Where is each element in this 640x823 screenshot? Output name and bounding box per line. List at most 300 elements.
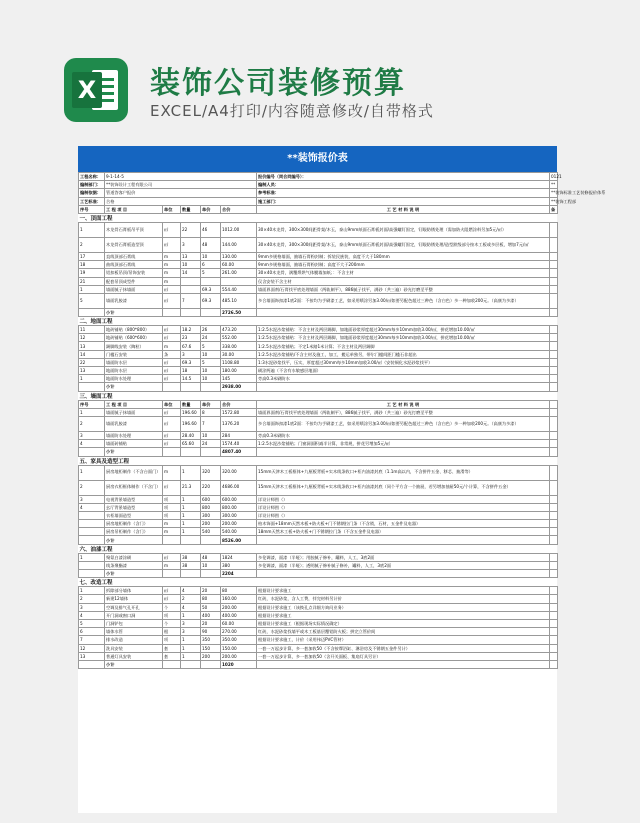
table-cell[interactable]: 5 (201, 269, 221, 277)
table-cell[interactable]: 3 (79, 603, 105, 611)
table-cell[interactable]: ㎡ (163, 285, 181, 293)
table-cell[interactable] (550, 431, 558, 439)
table-cell[interactable]: 1 (79, 587, 105, 595)
table-cell[interactable] (550, 511, 558, 519)
table-cell[interactable]: m (163, 261, 181, 269)
table-cell[interactable] (550, 375, 558, 383)
table-cell[interactable] (201, 660, 221, 668)
meta-value[interactable]: 管道答客户报价 (105, 189, 257, 197)
table-cell[interactable] (257, 383, 550, 391)
table-cell[interactable]: 350 (201, 636, 221, 644)
table-cell[interactable]: 69.3 (201, 285, 221, 293)
table-cell[interactable]: 墙面腻子抹墙面 (105, 285, 163, 293)
table-cell[interactable]: 1:2.5水泥沙浆铺贴；门窗洞面积减半计算，非常规，拼花另增加5元/㎡ (257, 440, 550, 448)
table-cell[interactable]: 28.40 (181, 431, 201, 439)
table-cell[interactable] (550, 520, 558, 528)
table-cell[interactable]: 详设计师图（） (257, 503, 550, 511)
table-cell[interactable]: 10 (201, 350, 221, 358)
table-cell[interactable]: 23 (181, 334, 201, 342)
table-cell[interactable]: 12 (79, 644, 105, 652)
table-cell[interactable]: m (163, 342, 181, 350)
table-cell[interactable] (550, 660, 558, 668)
table-cell[interactable]: 13 (79, 652, 105, 660)
table-cell[interactable]: 套 (163, 644, 181, 652)
table-cell[interactable]: 多伦调漆，面漆（半哑）；用胶腻子修补，罐料，人工，3底2面 (257, 553, 550, 561)
table-cell[interactable]: 详设计师图（） (257, 511, 550, 519)
table-cell[interactable] (550, 308, 558, 316)
table-cell[interactable]: m (163, 269, 181, 277)
table-cell[interactable]: 284 (221, 431, 257, 439)
table-cell[interactable] (550, 503, 558, 511)
table-cell[interactable]: 1020 (221, 660, 257, 668)
table-cell[interactable]: 详设计师图（） (257, 495, 550, 503)
table-cell[interactable]: 26 (201, 326, 221, 334)
table-cell[interactable] (201, 277, 221, 285)
table-cell[interactable]: 数量 (181, 400, 201, 408)
table-cell[interactable]: 单价 (201, 400, 221, 408)
table-cell[interactable]: ㎡ (163, 367, 181, 375)
table-cell[interactable]: 3 (181, 237, 201, 252)
table-cell[interactable]: 项 (163, 636, 181, 644)
table-cell[interactable]: 3 (79, 495, 105, 503)
table-cell[interactable]: m (163, 252, 181, 260)
table-cell[interactable]: 80 (201, 595, 221, 603)
table-cell[interactable]: 320 (201, 465, 221, 480)
table-cell[interactable]: ㎡ (163, 416, 181, 431)
table-cell[interactable]: 5 (79, 293, 105, 308)
table-cell[interactable]: 地砖铺贴（600*600） (105, 334, 163, 342)
table-cell[interactable]: 60.00 (221, 261, 257, 269)
table-cell[interactable]: 工 艺 材 料 说 明 (257, 400, 550, 408)
table-cell[interactable] (163, 570, 181, 578)
meta-value[interactable]: **装饰标准工艺装修报价体系 (551, 190, 606, 196)
table-cell[interactable]: 400 (201, 611, 221, 619)
table-cell[interactable]: 柏木饰面+18mm天然木板+防火板+门不锈钢拉门条（不含锁，石材，五金件及电器） (257, 520, 550, 528)
table-cell[interactable]: 4807.40 (221, 448, 257, 456)
table-cell[interactable]: 1:2.5水泥沙浆铺贴：不含主材及两层踢脚，如地面砂浆厚度超过30mm每多10mm加收3.00/㎡，拼花增加10.00/㎡ (257, 326, 550, 334)
table-cell[interactable]: 新建12墙体 (105, 595, 163, 603)
table-cell[interactable]: 160.00 (221, 595, 257, 603)
table-cell[interactable]: 多合墙面饰扣漆1底2面：不按均为手刷漆工艺，如采用喷涂另加3.00/㎡如要另配色超过三种色（含白色）多一种加收200元。（高康为多漆） (257, 293, 550, 308)
table-cell[interactable]: 144.00 (221, 237, 257, 252)
table-cell[interactable]: 墙面防水层 (105, 358, 163, 366)
table-cell[interactable] (79, 561, 105, 569)
table-cell[interactable]: 地面防水处理 (105, 375, 163, 383)
table-cell[interactable]: 24 (201, 334, 221, 342)
table-cell[interactable]: 墙面乳胶漆 (105, 293, 163, 308)
table-cell[interactable] (181, 448, 201, 456)
table-cell[interactable]: m (163, 465, 181, 480)
table-cell[interactable]: 小计 (105, 660, 163, 668)
table-cell[interactable]: 14 (181, 269, 201, 277)
table-cell[interactable]: 2938.00 (221, 383, 257, 391)
table-cell[interactable] (201, 383, 221, 391)
table-cell[interactable] (79, 660, 105, 668)
table-cell[interactable] (550, 237, 558, 252)
meta-value[interactable]: 0121 (551, 174, 562, 180)
table-cell[interactable]: 小计 (105, 383, 163, 391)
table-cell[interactable]: 196.60 (181, 416, 201, 431)
table-cell[interactable]: 320.00 (221, 465, 257, 480)
table-cell[interactable]: 2 (181, 595, 201, 603)
table-cell[interactable] (257, 308, 550, 316)
table-cell[interactable]: 单位 (163, 400, 181, 408)
table-cell[interactable]: 墙面防水处理 (105, 431, 163, 439)
table-cell[interactable]: 2726.50 (221, 308, 257, 316)
table-cell[interactable]: 69.3 (181, 358, 201, 366)
table-cell[interactable] (163, 660, 181, 668)
table-cell[interactable]: 序号 (79, 400, 105, 408)
table-cell[interactable] (257, 536, 550, 544)
table-cell[interactable]: 67.6 (181, 342, 201, 350)
table-cell[interactable]: 540.00 (221, 528, 257, 536)
table-cell[interactable]: 18.2 (181, 326, 201, 334)
table-cell[interactable] (550, 350, 558, 358)
table-cell[interactable]: 400.00 (221, 611, 257, 619)
table-cell[interactable]: 2 (79, 416, 105, 431)
table-cell[interactable] (550, 383, 558, 391)
table-cell[interactable] (79, 383, 105, 391)
table-cell[interactable]: 1 (181, 495, 201, 503)
table-cell[interactable]: 排水改造 (105, 636, 163, 644)
table-cell[interactable]: 3 (181, 619, 201, 627)
table-cell[interactable]: 800.00 (221, 503, 257, 511)
table-cell[interactable]: 厨房地柜制作（不含台面门） (105, 465, 163, 480)
table-cell[interactable]: 1108.80 (221, 358, 257, 366)
table-cell[interactable]: 小计 (105, 448, 163, 456)
table-cell[interactable]: 7 (79, 636, 105, 644)
table-cell[interactable] (550, 269, 558, 277)
table-cell[interactable]: 小计 (105, 308, 163, 316)
table-cell[interactable]: 条 (163, 350, 181, 358)
table-cell[interactable]: 项 (163, 511, 181, 519)
table-cell[interactable] (550, 636, 558, 644)
table-cell[interactable]: m (163, 520, 181, 528)
table-cell[interactable]: 10 (201, 431, 221, 439)
table-cell[interactable]: 红砖，水泥砂浆，含人工费，拌完材料另计价 (257, 595, 550, 603)
table-cell[interactable]: 1 (181, 465, 201, 480)
table-cell[interactable]: 4 (79, 440, 105, 448)
table-cell[interactable]: 20 (201, 619, 221, 627)
table-cell[interactable] (201, 570, 221, 578)
table-cell[interactable]: 46 (201, 222, 221, 237)
table-cell[interactable] (550, 222, 558, 237)
table-cell[interactable]: 个 (163, 603, 181, 611)
table-cell[interactable]: 18mm天然木工板+防火板+门不锈钢拉门条（不含五金件及电器） (257, 528, 550, 536)
table-cell[interactable]: 338.00 (221, 342, 257, 350)
table-cell[interactable]: 工 程 项 目 (105, 400, 163, 408)
table-cell[interactable]: 2 (79, 595, 105, 603)
table-cell[interactable]: 墙面砖铺贴 (105, 440, 163, 448)
table-cell[interactable]: 木龙骨石膏板造型顶 (105, 237, 163, 252)
table-cell[interactable]: 1 (181, 652, 201, 660)
table-cell[interactable]: 木龙骨石膏板吊平顶 (105, 222, 163, 237)
table-cell[interactable]: 6 (201, 261, 221, 269)
table-cell[interactable]: 300.00 (221, 511, 257, 519)
table-cell[interactable]: 69.3 (201, 293, 221, 308)
table-cell[interactable]: 普通灯具安装 (105, 652, 163, 660)
table-cell[interactable] (550, 495, 558, 503)
table-cell[interactable]: 仅含安装不含主材 (257, 277, 550, 285)
table-cell[interactable] (550, 595, 558, 603)
table-cell[interactable] (550, 261, 558, 269)
table-cell[interactable]: 600.00 (221, 495, 257, 503)
table-cell[interactable] (550, 587, 558, 595)
table-cell[interactable]: 5 (201, 358, 221, 366)
table-cell[interactable]: 24 (201, 440, 221, 448)
table-cell[interactable]: 9mm多规格墙面，抽墙石膏粉封制；拆装民族装，高度不大于180mm (257, 252, 550, 260)
table-cell[interactable]: 踢脚线安装（陶粒） (105, 342, 163, 350)
table-cell[interactable] (550, 536, 558, 544)
table-cell[interactable] (181, 383, 201, 391)
table-cell[interactable]: 线条聚酯漆 (105, 561, 163, 569)
table-cell[interactable]: 1:2.5水泥沙浆铺贴：不含主材及两层踢脚，如地面砂浆厚度超过30mm每多10mm加收3.00/㎡，拼花增加10.00/㎡ (257, 334, 550, 342)
table-cell[interactable]: 多伦调漆，面漆（半哑）；透明腻子修补腻子修补，罐料，人工，3底2面 (257, 561, 550, 569)
table-cell[interactable] (550, 603, 558, 611)
table-cell[interactable] (201, 308, 221, 316)
table-cell[interactable]: 1 (79, 222, 105, 237)
table-cell[interactable] (550, 358, 558, 366)
table-cell[interactable]: 12 (79, 334, 105, 342)
table-cell[interactable]: 60.00 (221, 619, 257, 627)
table-cell[interactable]: 1 (181, 644, 201, 652)
table-cell[interactable]: 1:2.5水泥沙浆铺贴/不含主材及施工，加工，搬运单独另，带尔门槛间距门槛石非超出 (257, 350, 550, 358)
table-cell[interactable]: 80 (221, 587, 257, 595)
table-cell[interactable]: 180.00 (221, 367, 257, 375)
table-cell[interactable] (221, 277, 257, 285)
table-cell[interactable]: 380 (221, 561, 257, 569)
table-cell[interactable]: 红砖，水泥砂浆找墙平或木工板基层覆铝防火板；拼完立管价间 (257, 628, 550, 636)
table-cell[interactable]: 540 (201, 528, 221, 536)
table-cell[interactable] (79, 528, 105, 536)
table-cell[interactable]: 厨房吊柜制作（含门） (105, 528, 163, 536)
table-cell[interactable] (550, 440, 558, 448)
table-cell[interactable]: 根据设计要求施工（根据现场实际情况确定） (257, 619, 550, 627)
table-cell[interactable]: 552.00 (221, 334, 257, 342)
table-cell[interactable] (550, 326, 558, 334)
table-cell[interactable]: 7 (181, 293, 201, 308)
table-cell[interactable] (163, 536, 181, 544)
table-cell[interactable]: 项 (163, 503, 181, 511)
table-cell[interactable]: 小计 (105, 570, 163, 578)
table-cell[interactable]: m (163, 277, 181, 285)
table-cell[interactable] (79, 570, 105, 578)
table-cell[interactable]: 48 (201, 237, 221, 252)
table-cell[interactable]: 项 (163, 495, 181, 503)
table-cell[interactable]: 473.20 (221, 326, 257, 334)
table-cell[interactable] (257, 570, 550, 578)
table-cell[interactable]: 1 (181, 636, 201, 644)
table-cell[interactable]: 厨房衣柜框体制作（不含门） (105, 480, 163, 495)
table-cell[interactable] (550, 277, 558, 285)
table-cell[interactable]: ㎡ (163, 326, 181, 334)
table-cell[interactable]: 65.60 (181, 440, 201, 448)
table-cell[interactable]: 18 (181, 367, 201, 375)
table-cell[interactable]: ㎡ (163, 553, 181, 561)
table-cell[interactable]: 1824 (221, 553, 257, 561)
table-cell[interactable]: 9mm多规格墙面，抽墙石膏粉封制；高度不大于200mm (257, 261, 550, 269)
table-cell[interactable]: 一套一万起步计算，多一套加收50（含开关面板、集扇灯具另计） (257, 652, 550, 660)
table-cell[interactable]: 曲线顶部石膏线 (105, 261, 163, 269)
table-cell[interactable] (79, 308, 105, 316)
table-cell[interactable]: 旁高0.3米刷防水 (257, 431, 550, 439)
table-cell[interactable]: ㎡ (163, 222, 181, 237)
table-cell[interactable]: 19 (79, 269, 105, 277)
table-cell[interactable]: 3 (79, 431, 105, 439)
table-cell[interactable]: 墙面乳胶漆 (105, 416, 163, 431)
table-cell[interactable]: 多合墙面饰扣漆1底2面：不按均为手刷漆工艺，如采用喷涂另加3.00/㎡如要另配色超过三种色（含白色）多一种加收200元。（高康为多漆） (257, 416, 550, 431)
table-cell[interactable]: 4 (181, 587, 201, 595)
table-cell[interactable]: 130.00 (221, 252, 257, 260)
table-cell[interactable]: ㎡ (163, 334, 181, 342)
table-cell[interactable] (550, 408, 558, 416)
table-cell[interactable]: 10 (181, 261, 201, 269)
table-cell[interactable]: 4 (79, 611, 105, 619)
table-cell[interactable]: 13 (181, 252, 201, 260)
table-cell[interactable]: ㎡ (163, 587, 181, 595)
meta-value[interactable]: **装饰设计工程有限公司 (105, 181, 257, 189)
table-cell[interactable]: ㎡ (163, 375, 181, 383)
table-cell[interactable] (550, 628, 558, 636)
table-cell[interactable] (550, 400, 558, 408)
table-cell[interactable]: 200.00 (221, 652, 257, 660)
table-cell[interactable]: 196.60 (181, 408, 201, 416)
table-cell[interactable]: 30×40木龙骨，300×300间距骨架/木玉，泰山9mm纸面石膏板封面/高强螺钉固定，钉眼防锈处理/造型跌级部分按木工板或多层板，增加7元/㎡ (257, 237, 550, 252)
table-cell[interactable] (550, 619, 558, 627)
meta-value[interactable]: 9-1-14-5 (105, 173, 257, 181)
table-cell[interactable] (550, 611, 558, 619)
table-cell[interactable] (550, 334, 558, 342)
table-cell[interactable] (163, 448, 181, 456)
table-cell[interactable]: 小计 (105, 536, 163, 544)
table-cell[interactable]: 1:2.5水泥沙浆铺贴；不定1米踏1米计算；不含主材及两层踢脚 (257, 342, 550, 350)
table-cell[interactable] (181, 570, 201, 578)
table-cell[interactable]: 1 (79, 375, 105, 383)
table-cell[interactable]: 30×40木龙骨，满覆焊烘气体膜墙加纸；：不含主材 (257, 269, 550, 277)
table-cell[interactable]: 根据设计要求施工 (257, 587, 550, 595)
table-cell[interactable]: 拆除部分墙体 (105, 587, 163, 595)
table-cell[interactable]: 7 (201, 416, 221, 431)
table-cell[interactable]: 1376.20 (221, 416, 257, 431)
table-cell[interactable]: 38 (181, 561, 201, 569)
table-cell[interactable]: 10 (201, 375, 221, 383)
table-cell[interactable] (550, 416, 558, 431)
table-cell[interactable]: 墙面界面剂/石膏找平底处理墙面（两轨制平），886腻子找平，满砂（共三遍）砂光打磨至平整 (257, 285, 550, 293)
table-cell[interactable]: 根 (163, 628, 181, 636)
table-cell[interactable] (550, 528, 558, 536)
table-cell[interactable]: 1 (181, 520, 201, 528)
table-cell[interactable]: 50 (201, 603, 221, 611)
table-cell[interactable]: 18 (79, 261, 105, 269)
table-cell[interactable]: 22 (181, 222, 201, 237)
table-cell[interactable]: 根据设计要求施工（该换孔点详细方询问业务） (257, 603, 550, 611)
table-cell[interactable]: m (163, 528, 181, 536)
table-cell[interactable] (79, 448, 105, 456)
table-cell[interactable] (550, 553, 558, 561)
table-cell[interactable]: 项 (163, 611, 181, 619)
table-cell[interactable]: 5 (201, 342, 221, 350)
table-cell[interactable] (181, 660, 201, 668)
table-cell[interactable] (181, 277, 201, 285)
table-cell[interactable]: 2 (79, 480, 105, 495)
table-cell[interactable]: 电视背景墙造型 (105, 495, 163, 503)
table-cell[interactable]: 2 (79, 237, 105, 252)
table-cell[interactable]: 玄厅背景墙造型 (105, 503, 163, 511)
table-cell[interactable]: 20 (201, 587, 221, 595)
table-cell[interactable]: 厨房地柜制作（含门） (105, 520, 163, 528)
table-cell[interactable]: 1 (181, 503, 201, 511)
table-cell[interactable] (79, 536, 105, 544)
table-cell[interactable] (550, 448, 558, 456)
table-cell[interactable]: 48 (201, 553, 221, 561)
table-cell[interactable]: 1 (79, 285, 105, 293)
table-cell[interactable]: 8526.00 (221, 536, 257, 544)
table-cell[interactable] (550, 480, 558, 495)
table-cell[interactable] (550, 465, 558, 480)
table-cell[interactable]: 300 (201, 511, 221, 519)
table-cell[interactable]: ㎡ (163, 293, 181, 308)
table-cell[interactable]: 30.00 (221, 350, 257, 358)
table-cell[interactable] (550, 285, 558, 293)
table-cell[interactable]: 门洞铲包 (105, 619, 163, 627)
table-cell[interactable]: 261.00 (221, 269, 257, 277)
table-cell[interactable] (163, 308, 181, 316)
table-cell[interactable]: 145 (221, 375, 257, 383)
table-cell[interactable]: 1 (181, 611, 201, 619)
table-cell[interactable]: 地砖铺贴（800*800） (105, 326, 163, 334)
table-cell[interactable]: 1572.80 (221, 408, 257, 416)
table-cell[interactable]: 5 (79, 619, 105, 627)
table-cell[interactable]: 150.00 (221, 644, 257, 652)
table-cell[interactable]: 600 (201, 495, 221, 503)
table-cell[interactable]: 1574.40 (221, 440, 257, 448)
table-cell[interactable]: 15mm天津木工板框体+九厘板背板+实木线条收口+柜内油漆封底（同个平方含一个抽屉，若另增加抽屉50元/个计算，不含拼件五金） (257, 480, 550, 495)
table-cell[interactable] (181, 308, 201, 316)
table-cell[interactable]: ㎡ (163, 358, 181, 366)
table-cell[interactable]: 21 (79, 277, 105, 285)
table-cell[interactable]: 1:3水泥砂浆找平，压实，厚度超过30mm每多10mm加收3.00/㎡（安装铜化水泥砂浆找平） (257, 358, 550, 366)
table-cell[interactable]: 地面防水层 (105, 367, 163, 375)
table-cell[interactable]: 21.3 (181, 480, 201, 495)
table-cell[interactable]: ㎡ (163, 480, 181, 495)
table-cell[interactable] (257, 448, 550, 456)
table-cell[interactable]: 直线顶部石膏线 (105, 252, 163, 260)
table-cell[interactable]: 墙面腻子抹墙面 (105, 408, 163, 416)
table-cell[interactable] (550, 342, 558, 350)
table-cell[interactable] (257, 660, 550, 668)
table-cell[interactable]: 合价 (221, 400, 257, 408)
table-cell[interactable] (550, 652, 558, 660)
table-cell[interactable]: 270.00 (221, 628, 257, 636)
table-cell[interactable]: 22 (79, 358, 105, 366)
table-cell[interactable]: 10 (201, 561, 221, 569)
table-cell[interactable]: 10 (201, 252, 221, 260)
table-cell[interactable]: 17 (79, 252, 105, 260)
table-cell[interactable]: 14.5 (181, 375, 201, 383)
table-cell[interactable]: 配套吊顶成型件 (105, 277, 163, 285)
table-cell[interactable] (550, 644, 558, 652)
table-cell[interactable]: 485.10 (221, 293, 257, 308)
table-cell[interactable]: m (163, 561, 181, 569)
table-cell[interactable]: 1 (79, 465, 105, 480)
table-cell[interactable] (550, 561, 558, 569)
table-cell[interactable]: 1 (181, 511, 201, 519)
table-cell[interactable]: 空调及排气孔开孔 (105, 603, 163, 611)
table-cell[interactable] (79, 511, 105, 519)
table-cell[interactable]: 1 (79, 408, 105, 416)
meta-value[interactable]: ** (550, 181, 558, 189)
table-cell[interactable]: 150 (201, 644, 221, 652)
